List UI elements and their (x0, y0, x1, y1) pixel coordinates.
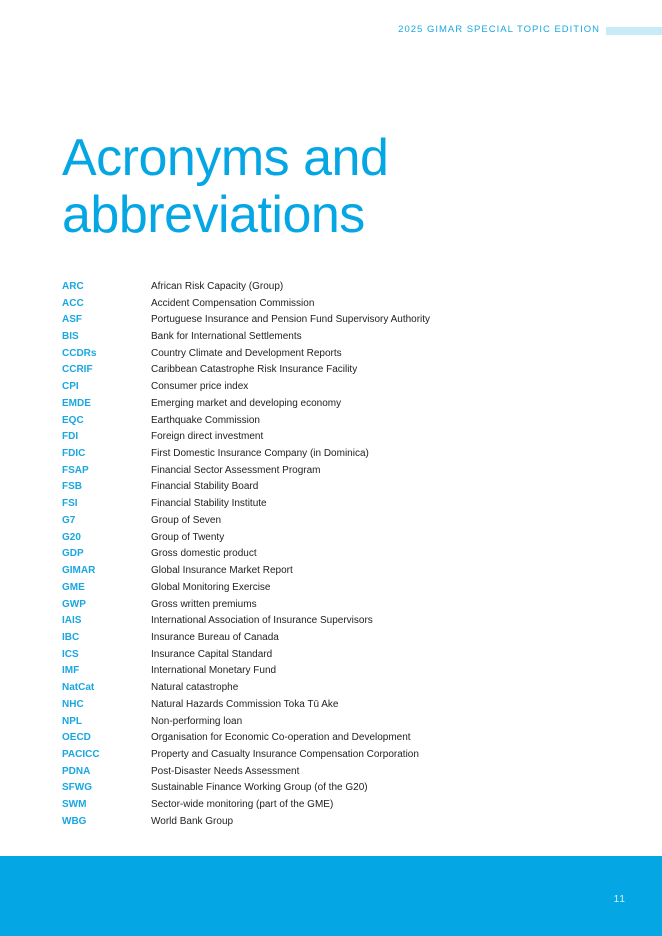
acronym-row (62, 428, 622, 445)
acronym-code: ASF (62, 314, 82, 326)
acronym-code: NHC (62, 698, 84, 710)
acronym-row (62, 512, 622, 529)
acronym-code: NPL (62, 715, 82, 727)
acronym-definition: First Domestic Insurance Company (in Dominica) (151, 448, 369, 460)
acronym-definition: Insurance Bureau of Canada (151, 631, 279, 643)
acronym-definition: Global Insurance Market Report (151, 565, 293, 577)
acronym-definition: World Bank Group (151, 815, 234, 827)
acronym-row (62, 479, 622, 496)
acronym-code: IMF (62, 665, 80, 677)
acronym-row (62, 579, 622, 596)
acronym-definition: Natural Hazards Commission Toka Tū Ake (151, 698, 339, 710)
acronym-code: BIS (62, 331, 79, 343)
acronym-row (62, 345, 622, 362)
acronym-definition: Country Climate and Development Reports (151, 347, 342, 359)
acronym-row (62, 495, 622, 512)
acronym-row (62, 780, 622, 797)
acronym-row (62, 295, 622, 312)
header-accent-bar (606, 27, 662, 35)
acronym-definition: International Association of Insurance Supervisors (151, 615, 373, 627)
acronym-row (62, 646, 622, 663)
acronym-code: SFWG (62, 782, 92, 794)
acronym-code: PDNA (62, 765, 91, 777)
acronym-definition: Post-Disaster Needs Assessment (151, 765, 300, 777)
acronym-definition: Organisation for Economic Co-operation and Development (151, 732, 411, 744)
acronym-code: FSB (62, 481, 82, 493)
acronym-code: IAIS (62, 615, 82, 627)
acronym-definition: Bank for International Settlements (151, 331, 302, 343)
acronym-code: ACC (62, 297, 84, 309)
acronym-row (62, 562, 622, 579)
acronym-definition: Gross written premiums (151, 598, 257, 610)
acronym-definition: Property and Casualty Insurance Compensation Corporation (151, 748, 419, 760)
acronym-row (62, 546, 622, 563)
acronym-row (62, 311, 622, 328)
acronym-code: ARC (62, 280, 84, 292)
acronym-code: CCRIF (62, 364, 93, 376)
acronym-code: OECD (62, 732, 91, 744)
acronym-code: EQC (62, 414, 84, 426)
acronym-definition: Natural catastrophe (151, 682, 239, 694)
acronym-code: GDP (62, 548, 84, 560)
acronym-row (62, 529, 622, 546)
acronym-row (62, 796, 622, 813)
acronym-row (62, 813, 622, 830)
acronym-code: FDIC (62, 448, 86, 460)
acronym-row (62, 362, 622, 379)
acronym-definition: International Monetary Fund (151, 665, 277, 677)
acronym-row (62, 629, 622, 646)
acronym-definition: Group of Twenty (151, 531, 225, 543)
page-title-line-1: Acronyms and (62, 129, 389, 187)
acronym-row (62, 278, 622, 295)
acronym-code: GME (62, 581, 85, 593)
acronym-row (62, 328, 622, 345)
acronym-definition: Sector-wide monitoring (part of the GME) (151, 799, 334, 811)
acronym-definition: Consumer price index (151, 381, 249, 393)
acronym-code: SWM (62, 799, 87, 811)
acronym-list (62, 278, 622, 830)
acronym-row (62, 763, 622, 780)
acronym-row (62, 746, 622, 763)
acronym-row (62, 729, 622, 746)
acronym-definition: Portuguese Insurance and Pension Fund Supervisory Authority (151, 314, 431, 326)
acronym-code: GIMAR (62, 565, 96, 577)
acronym-definition: Financial Stability Institute (151, 498, 267, 510)
acronym-code: G7 (62, 514, 76, 526)
acronym-definition: Gross domestic product (151, 548, 257, 560)
acronym-code: NatCat (62, 682, 95, 694)
acronym-row (62, 395, 622, 412)
acronym-definition: Caribbean Catastrophe Risk Insurance Facility (151, 364, 358, 376)
acronym-code: FSI (62, 498, 78, 510)
acronym-definition: Financial Sector Assessment Program (151, 464, 321, 476)
acronym-definition: Group of Seven (151, 514, 222, 526)
acronym-code: IBC (62, 631, 80, 643)
acronym-definition: Non-performing loan (151, 715, 243, 727)
acronym-row (62, 412, 622, 429)
acronym-definition: Insurance Capital Standard (151, 648, 273, 660)
acronym-row (62, 696, 622, 713)
acronym-code: EMDE (62, 397, 91, 409)
acronym-code: PACICC (62, 748, 100, 760)
acronym-row (62, 663, 622, 680)
footer-band (0, 856, 662, 936)
acronym-definition: Earthquake Commission (151, 414, 260, 426)
acronym-definition: Foreign direct investment (151, 431, 264, 443)
acronym-code: GWP (62, 598, 86, 610)
acronym-row (62, 612, 622, 629)
acronym-definition: Emerging market and developing economy (151, 397, 342, 409)
acronym-row (62, 378, 622, 395)
acronym-code: CCDRs (62, 347, 97, 359)
acronym-code: WBG (62, 815, 87, 827)
acronym-code: FDI (62, 431, 79, 443)
acronym-code: CPI (62, 381, 79, 393)
acronym-definition: Sustainable Finance Working Group (of the G20) (151, 782, 368, 794)
edition-label: 2025 GIMAR SPECIAL TOPIC EDITION (398, 24, 600, 35)
acronym-code: FSAP (62, 464, 89, 476)
acronym-code: ICS (62, 648, 79, 660)
acronym-definition: Global Monitoring Exercise (151, 581, 271, 593)
acronym-definition: Financial Stability Board (151, 481, 259, 493)
acronym-row (62, 713, 622, 730)
page-title (62, 130, 388, 244)
acronym-code: G20 (62, 531, 81, 543)
page-title-line-2: abbreviations (62, 186, 365, 244)
acronym-row (62, 679, 622, 696)
acronym-definition: Accident Compensation Commission (151, 297, 315, 309)
acronym-definition: African Risk Capacity (Group) (151, 280, 284, 292)
acronym-row (62, 462, 622, 479)
acronym-row (62, 596, 622, 613)
acronym-row (62, 445, 622, 462)
page-number: 11 (613, 894, 626, 905)
